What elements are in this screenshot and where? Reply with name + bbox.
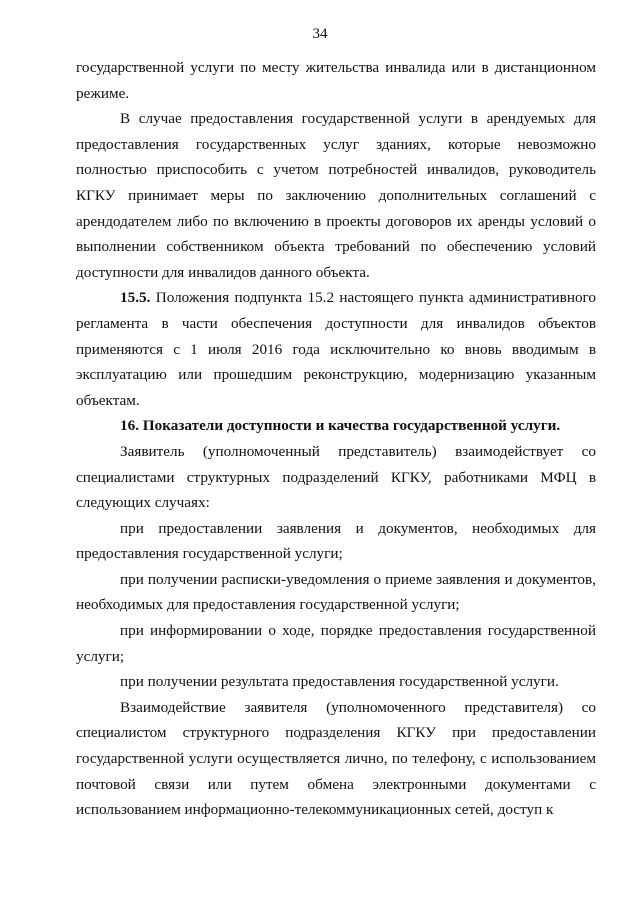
paragraph-lease-buildings: В случае предоставления государственной услуги в арендуемых для предоставления государственных услуг зданиях, которые невозможно полностью приспособить с учетом потребностей инвалидов, руководитель КГКУ принимает меры по заключению дополнительных соглашений с арендодателем либо по включению в проекты договоров их аренды условий о выполнении собственником объекта требований по обеспечению условий доступности для инвалидов данного объекта. (76, 110, 596, 281)
paragraph-15-5 (76, 285, 596, 413)
list-item-result: при получении результата предоставления государственной услуги. (120, 673, 559, 691)
list-item-submission: при предоставлении заявления и документов, необходимых для предоставления государственной услуги; (76, 519, 596, 563)
list-item-receipt: при получении расписки-уведомления о приеме заявления и документов, необходимых для предоставления государственной услуги; (76, 570, 596, 614)
paragraph-continuation: государственной услуги по месту жительства инвалида или в дистанционном режиме. (76, 59, 596, 102)
page-number: 34 (312, 26, 328, 42)
list-item-informing: при информировании о ходе, порядке предоставления государственной услуги; (76, 622, 596, 665)
paragraph-interaction-methods: Взаимодействие заявителя (уполномоченного представителя) со специалистом структурного подразделения КГКУ при предоставлении государственной услуги осуществляется лично, по телефону, с использованием почтовой связи или путем обмена электронными документами с использованием информационно-телекоммуникационных сетей, доступ к (76, 698, 596, 819)
clause-text: Положения подпункта 15.2 настоящего пункта административного регламента в части обеспечения доступности для инвалидов объектов применяются с 1 июля 2016 года исключительно ко вновь вводимым в эксплуатацию или прошедшим реконструкцию, модернизацию указанным объектам. (76, 289, 596, 409)
paragraph-applicant-interaction: Заявитель (уполномоченный представитель) взаимодействует со специалистами структурных подразделений КГКУ, работниками МФЦ в следующих случаях: (76, 442, 596, 512)
document-body (76, 55, 596, 823)
clause-number: 15.5. (120, 289, 151, 307)
section-heading-16: 16. Показатели доступности и качества государственной услуги. (120, 417, 561, 435)
